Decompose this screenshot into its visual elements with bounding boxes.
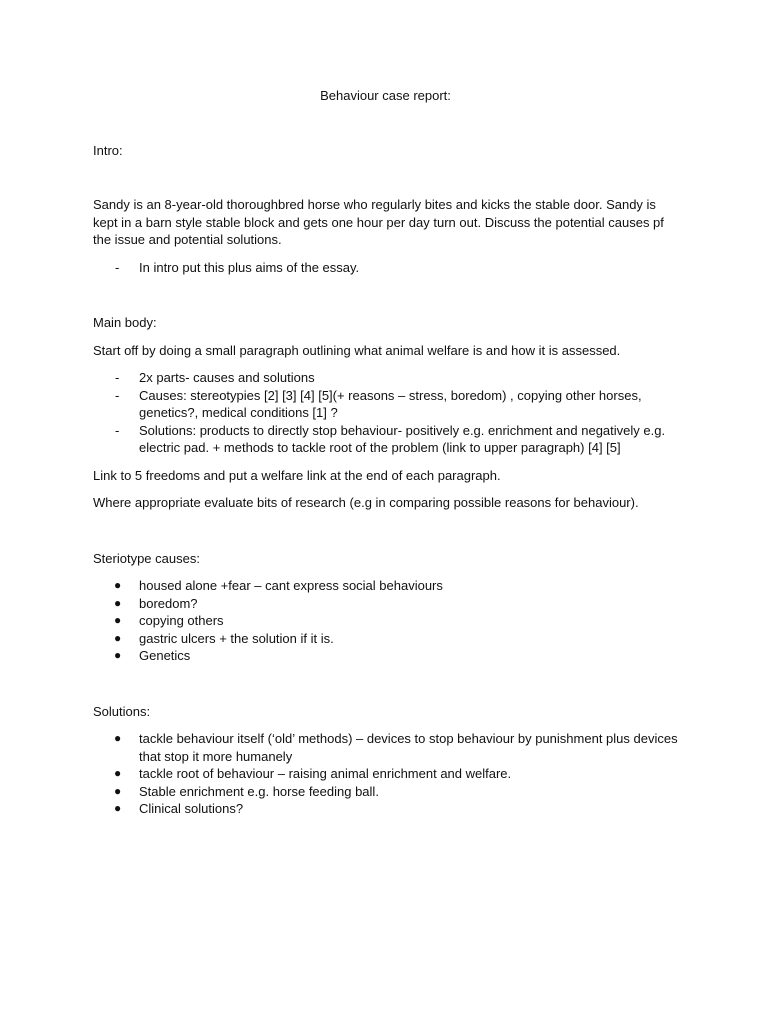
- spacer: [93, 159, 678, 196]
- spacer: [93, 286, 678, 314]
- dash-marker: -: [115, 370, 120, 385]
- list-item-text: Solutions: products to directly stop behaviour- positively e.g. enrichment and negatively e.g. electric pad. + methods to tackle root of the problem (link to upper paragraph) [4] [5]: [139, 422, 666, 455]
- main-paragraph-2: Link to 5 freedoms and put a welfare link at the end of each paragraph.: [93, 467, 501, 483]
- solutions-list: [93, 730, 678, 818]
- document-body: [93, 87, 678, 828]
- list-item: [93, 630, 678, 648]
- intro-paragraph: Sandy is an 8-year-old thoroughbred horse who regularly bites and kicks the stable door. Sandy is kept in a barn style stable block and gets one hour per day turn out. Discuss the potential causes pf the issue and potential solutions.: [93, 197, 664, 247]
- bullet-icon: ●: [114, 613, 122, 627]
- list-item: [93, 647, 678, 665]
- document-title: Behaviour case report:: [320, 88, 451, 103]
- list-item-text: Genetics: [139, 648, 191, 663]
- bullet-icon: ●: [114, 578, 122, 592]
- list-item-text: gastric ulcers + the solution if it is.: [139, 630, 334, 646]
- list-item: [93, 783, 678, 801]
- list-item-text: Stable enrichment e.g. horse feeding ball.: [139, 783, 379, 799]
- dash-marker: -: [115, 259, 120, 275]
- causes-list: [93, 577, 678, 665]
- dash-marker: -: [115, 422, 120, 438]
- list-item: [93, 765, 678, 783]
- list-item: [93, 800, 678, 818]
- list-item-text: tackle root of behaviour – raising animal enrichment and welfare.: [139, 766, 512, 781]
- spacer: [93, 105, 678, 142]
- list-item-text: 2x parts- causes and solutions: [139, 370, 315, 385]
- list-item: [93, 422, 678, 457]
- spacer: [93, 522, 678, 550]
- list-item: [93, 577, 678, 595]
- bullet-icon: ●: [114, 783, 122, 798]
- list-item: [93, 387, 678, 422]
- main-heading: Main body:: [93, 315, 157, 330]
- solutions-heading: Solutions:: [93, 703, 151, 719]
- list-item-text: In intro put this plus aims of the essay.: [139, 259, 360, 275]
- list-item: [93, 259, 678, 277]
- list-item-text: boredom?: [139, 595, 198, 611]
- bullet-icon: ●: [114, 731, 122, 745]
- main-list: [93, 369, 678, 457]
- main-paragraph-3: Where appropriate evaluate bits of research (e.g in comparing possible reasons for behaviour).: [93, 495, 639, 510]
- main-paragraph: Start off by doing a small paragraph outlining what animal welfare is and how it is assessed.: [93, 342, 621, 358]
- list-item-text: Clinical solutions?: [139, 801, 244, 816]
- list-item: [93, 612, 678, 630]
- bullet-icon: ●: [114, 648, 122, 662]
- list-item: [93, 730, 678, 765]
- list-item-text: housed alone +fear – cant express social behaviours: [139, 578, 443, 593]
- list-item-text: Causes: stereotypies [2] [3] [4] [5](+ reasons – stress, boredom) , copying other horses, genetics?, medical conditions [1] ?: [139, 387, 642, 420]
- list-item: [93, 595, 678, 613]
- bullet-icon: ●: [114, 766, 122, 780]
- dash-marker: -: [115, 387, 120, 403]
- list-item: [93, 369, 678, 387]
- bullet-icon: ●: [114, 630, 122, 645]
- bullet-icon: ●: [114, 595, 122, 610]
- bullet-icon: ●: [114, 801, 122, 815]
- causes-heading: Steriotype causes:: [93, 550, 200, 566]
- spacer: [93, 675, 678, 703]
- list-item-text: copying others: [139, 613, 224, 628]
- list-item-text: tackle behaviour itself (‘old’ methods) – devices to stop behaviour by punishment plus devices that stop it more humanely: [139, 731, 678, 764]
- intro-list: [93, 259, 678, 277]
- intro-heading: Intro:: [93, 142, 123, 158]
